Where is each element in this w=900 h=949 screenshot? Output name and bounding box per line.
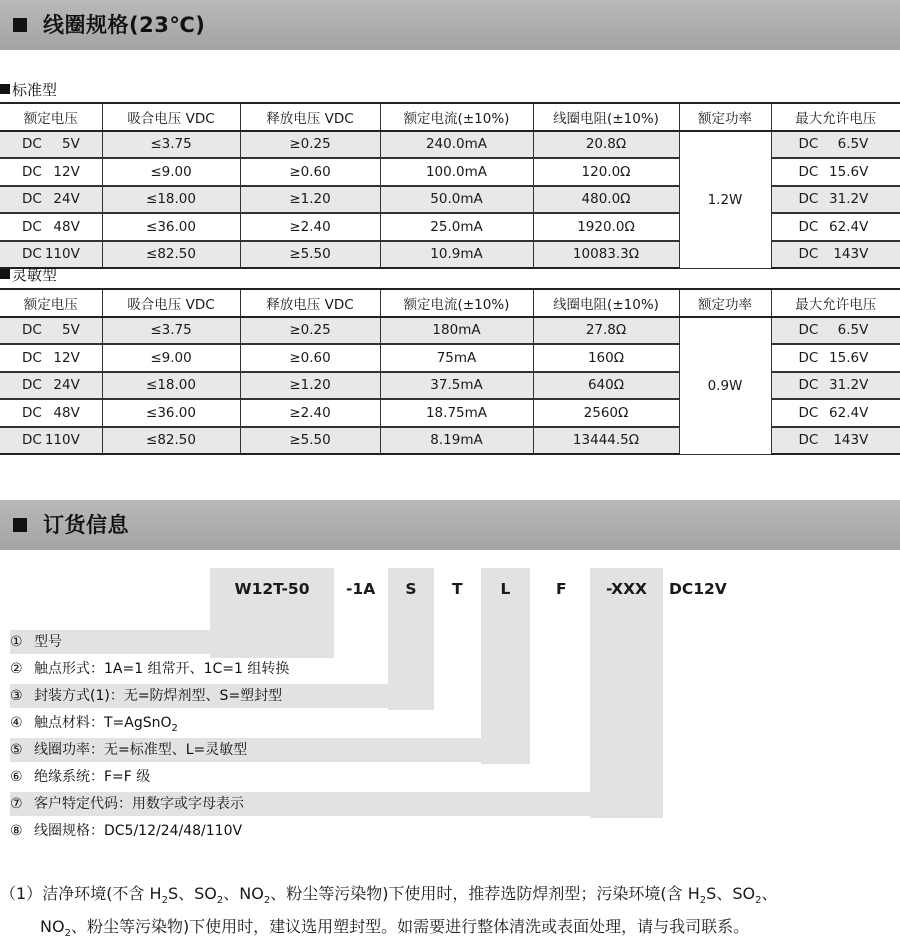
legend-item	[10, 711, 480, 735]
dc-prefix: DC	[798, 322, 819, 339]
footnote-line-2	[40, 912, 749, 949]
code-part-customer: -XXX	[605, 580, 648, 598]
rated-voltage-cell	[0, 131, 102, 159]
rated-current-cell: 75mA	[380, 344, 533, 372]
code-part-model: W12T-50	[234, 580, 310, 598]
footnote-line-1	[0, 879, 777, 916]
code-part-insulation: F	[556, 580, 567, 598]
coil-resistance-cell: 27.8Ω	[533, 317, 679, 345]
footnote-subscript: 2	[263, 895, 271, 907]
legend-number: ②	[10, 661, 23, 677]
max-voltage-value: 143V	[833, 432, 869, 449]
dc-prefix: DC	[22, 404, 42, 421]
section-title: 订货信息	[43, 513, 129, 537]
rated-current-cell: 50.0mA	[380, 186, 533, 214]
max-voltage-value: 62.4V	[829, 404, 869, 421]
max-voltage-value: 15.6V	[829, 163, 869, 180]
release-voltage-cell: ≥1.20	[240, 372, 380, 400]
header-cell: 额定电压	[0, 103, 102, 131]
standard-type-label	[0, 80, 57, 100]
header-cell: 线圈电阻(±10%)	[533, 103, 679, 131]
coil-resistance-cell: 10083.3Ω	[533, 241, 679, 269]
header-cell: 吸合电压 VDC	[102, 103, 240, 131]
coil-resistance-cell: 13444.5Ω	[533, 427, 679, 455]
rated-current-cell: 18.75mA	[380, 399, 533, 427]
sensitive-type-label	[0, 265, 57, 285]
rated-current-cell: 8.19mA	[380, 427, 533, 455]
coil-spec-header	[0, 0, 900, 50]
dc-prefix: DC	[798, 432, 819, 449]
footnote-subscript: 2	[64, 928, 71, 940]
max-voltage-cell	[771, 186, 900, 214]
rated-current-cell: 25.0mA	[380, 213, 533, 241]
dc-prefix: DC	[22, 322, 42, 339]
legend-number: ③	[10, 688, 23, 704]
square-bullet-icon	[13, 518, 27, 532]
rated-current-cell: 100.0mA	[380, 158, 533, 186]
max-voltage-value: 31.2V	[829, 377, 869, 394]
section-title: 线圈规格(23℃)	[43, 13, 206, 37]
footnote-text: 、	[761, 884, 778, 903]
legend-text: 型号	[34, 634, 62, 650]
header-cell: 线圈电阻(±10%)	[533, 289, 679, 317]
legend-number: ⑥	[10, 769, 23, 785]
dc-prefix: DC	[798, 218, 819, 235]
legend-text: 客户特定代码：用数字或字母表示	[34, 796, 244, 812]
dc-prefix: DC	[798, 404, 819, 421]
header-cell: 额定功率	[679, 289, 771, 317]
coil-resistance-cell: 480.0Ω	[533, 186, 679, 214]
rated-voltage-cell	[0, 372, 102, 400]
coil-resistance-cell: 640Ω	[533, 372, 679, 400]
legend-text: 触点材料：T=AgSnO	[34, 715, 172, 731]
legend-item	[10, 630, 334, 654]
footnote-text: 、粉尘等污染物)下使用时，建议选用塑封型。如需要进行整体清洗或表面处理，请与我司联系。	[70, 917, 750, 936]
pickup-voltage-cell: ≤36.00	[102, 399, 240, 427]
rated-current-cell: 10.9mA	[380, 241, 533, 269]
legend-item	[10, 684, 434, 708]
release-voltage-cell: ≥0.60	[240, 344, 380, 372]
pickup-voltage-cell: ≤3.75	[102, 317, 240, 345]
legend-item	[10, 765, 570, 789]
table-header-row	[0, 289, 900, 317]
voltage-value: 48V	[53, 218, 80, 235]
footnote-text: S、SO	[706, 884, 756, 903]
standard-type-title: 标准型	[12, 81, 58, 99]
footnote-subscript: 2	[216, 895, 224, 907]
footnote-marker: （1）	[0, 884, 43, 903]
max-voltage-cell	[771, 317, 900, 345]
square-bullet-icon	[13, 18, 27, 32]
code-part-package: S	[405, 580, 417, 598]
voltage-value: 110V	[44, 246, 80, 263]
legend-text: 绝缘系统：F=F 级	[34, 769, 151, 785]
voltage-value: 110V	[44, 432, 80, 449]
release-voltage-cell: ≥5.50	[240, 241, 380, 269]
square-bullet-icon	[0, 84, 10, 94]
pickup-voltage-cell: ≤9.00	[102, 344, 240, 372]
rated-voltage-cell	[0, 213, 102, 241]
max-voltage-value: 143V	[833, 246, 869, 263]
release-voltage-cell: ≥0.25	[240, 131, 380, 159]
pickup-voltage-cell: ≤36.00	[102, 213, 240, 241]
rated-current-cell: 180mA	[380, 317, 533, 345]
header-cell: 释放电压 VDC	[240, 103, 380, 131]
footnote-text: S、SO	[167, 884, 217, 903]
legend-text: 封装方式(1)：无=防焊剂型、S=塑封型	[34, 688, 283, 704]
dc-prefix: DC	[22, 136, 42, 153]
legend-number: ⑧	[10, 823, 23, 839]
code-part-coil-power: L	[500, 580, 511, 598]
max-voltage-cell	[771, 158, 900, 186]
max-voltage-cell	[771, 344, 900, 372]
rated-voltage-cell	[0, 344, 102, 372]
release-voltage-cell: ≥0.25	[240, 317, 380, 345]
legend-text: 触点形式：1A=1 组常开、1C=1 组转换	[34, 661, 290, 677]
header-cell: 额定电流(±10%)	[380, 103, 533, 131]
max-voltage-cell	[771, 372, 900, 400]
rated-voltage-cell	[0, 186, 102, 214]
sensitive-spec-table	[0, 288, 900, 455]
dc-prefix: DC	[22, 349, 42, 366]
pickup-voltage-cell: ≤18.00	[102, 186, 240, 214]
pickup-voltage-cell: ≤82.50	[102, 241, 240, 269]
dc-prefix: DC	[22, 191, 42, 208]
footnote-subscript: 2	[699, 895, 707, 907]
header-cell: 吸合电压 VDC	[102, 289, 240, 317]
dc-prefix: DC	[22, 163, 42, 180]
voltage-value: 24V	[53, 377, 80, 394]
voltage-value: 12V	[53, 163, 80, 180]
legend-number: ④	[10, 715, 23, 731]
legend-subscript: 2	[171, 722, 178, 734]
header-cell: 释放电压 VDC	[240, 289, 380, 317]
footnote-text: 、NO	[223, 884, 264, 903]
release-voltage-cell: ≥5.50	[240, 427, 380, 455]
rated-voltage-cell	[0, 427, 102, 455]
voltage-value: 5V	[62, 136, 80, 153]
legend-number: ①	[10, 634, 23, 650]
coil-resistance-cell: 2560Ω	[533, 399, 679, 427]
dc-prefix: DC	[22, 246, 42, 263]
max-voltage-value: 31.2V	[829, 191, 869, 208]
dc-prefix: DC	[798, 377, 819, 394]
voltage-value: 48V	[53, 404, 80, 421]
footnote-subscript: 2	[161, 895, 168, 907]
rated-power-cell: 0.9W	[679, 317, 771, 455]
legend-item	[10, 738, 530, 762]
coil-resistance-cell: 160Ω	[533, 344, 679, 372]
max-voltage-cell	[771, 427, 900, 455]
max-voltage-cell	[771, 399, 900, 427]
header-cell: 最大允许电压	[771, 103, 900, 131]
coil-resistance-cell: 1920.0Ω	[533, 213, 679, 241]
pickup-voltage-cell: ≤9.00	[102, 158, 240, 186]
rated-current-cell: 240.0mA	[380, 131, 533, 159]
legend-text: 线圈功率：无=标准型、L=灵敏型	[34, 742, 248, 758]
dc-prefix: DC	[798, 349, 819, 366]
legend-number: ⑦	[10, 796, 23, 812]
rated-voltage-cell	[0, 399, 102, 427]
dc-prefix: DC	[22, 377, 42, 394]
coil-resistance-cell: 20.8Ω	[533, 131, 679, 159]
max-voltage-cell	[771, 131, 900, 159]
release-voltage-cell: ≥2.40	[240, 213, 380, 241]
max-voltage-value: 6.5V	[837, 136, 869, 153]
pickup-voltage-cell: ≤3.75	[102, 131, 240, 159]
order-info-header	[0, 500, 900, 550]
legend-text: 线圈规格：DC5/12/24/48/110V	[34, 823, 243, 839]
footnote-text: 、粉尘等污染物)下使用时，推荐选防焊剂型；污染环境(含 H	[270, 884, 700, 903]
footnote-text: 洁净环境(不含 H	[42, 884, 162, 903]
rated-power-cell: 1.2W	[679, 131, 771, 269]
pickup-voltage-cell: ≤18.00	[102, 372, 240, 400]
rated-voltage-cell	[0, 158, 102, 186]
sensitive-type-title: 灵敏型	[12, 266, 58, 284]
dc-prefix: DC	[798, 136, 819, 153]
dc-prefix: DC	[798, 163, 819, 180]
pickup-voltage-cell: ≤82.50	[102, 427, 240, 455]
dc-prefix: DC	[798, 191, 819, 208]
coil-resistance-cell: 120.0Ω	[533, 158, 679, 186]
voltage-value: 24V	[53, 191, 80, 208]
header-cell: 额定功率	[679, 103, 771, 131]
table-header-row	[0, 103, 900, 131]
release-voltage-cell: ≥0.60	[240, 158, 380, 186]
legend-number: ⑤	[10, 742, 23, 758]
dc-prefix: DC	[22, 432, 42, 449]
footnote-text: NO	[40, 917, 65, 936]
release-voltage-cell: ≥2.40	[240, 399, 380, 427]
header-cell: 额定电流(±10%)	[380, 289, 533, 317]
header-cell: 最大允许电压	[771, 289, 900, 317]
table-row	[0, 131, 900, 159]
code-part-contact-material: T	[452, 580, 463, 598]
legend-item	[10, 792, 663, 816]
rated-voltage-cell	[0, 317, 102, 345]
standard-spec-table	[0, 102, 900, 269]
code-part-coil-spec: DC12V	[669, 580, 727, 598]
legend-item	[10, 819, 663, 843]
voltage-value: 12V	[53, 349, 80, 366]
max-voltage-value: 6.5V	[837, 322, 869, 339]
legend-item	[10, 657, 388, 681]
dc-prefix: DC	[22, 218, 42, 235]
release-voltage-cell: ≥1.20	[240, 186, 380, 214]
max-voltage-value: 15.6V	[829, 349, 869, 366]
footnote-subscript: 2	[755, 895, 762, 907]
max-voltage-cell	[771, 213, 900, 241]
header-cell: 额定电压	[0, 289, 102, 317]
square-bullet-icon	[0, 269, 10, 279]
table-row	[0, 317, 900, 345]
max-voltage-cell	[771, 241, 900, 269]
voltage-value: 5V	[62, 322, 80, 339]
dc-prefix: DC	[798, 246, 819, 263]
rated-voltage-cell	[0, 241, 102, 269]
code-part-contact-form: -1A	[346, 580, 376, 598]
rated-current-cell: 37.5mA	[380, 372, 533, 400]
max-voltage-value: 62.4V	[829, 218, 869, 235]
